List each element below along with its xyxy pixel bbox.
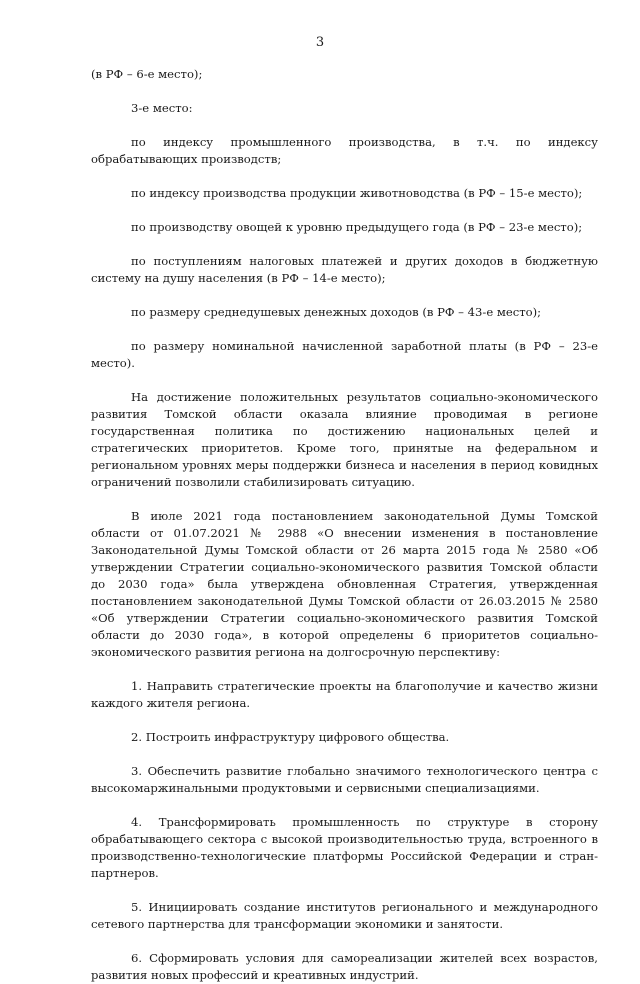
paragraph-third-place-heading: 3-е место:: [131, 101, 193, 115]
document-body: [91, 66, 598, 984]
priority-item-5: 5. Инициировать создание институтов регионального и международного сетевого партнерства для трансформации экономики и занятости.: [91, 900, 598, 931]
paragraph-vegetables: по производству овощей к уровню предыдущего года (в РФ – 23-е место);: [131, 220, 583, 234]
priority-item-1: 1. Направить стратегические проекты на благополучие и качество жизни каждого жителя региона.: [91, 679, 598, 710]
paragraph-continuation: (в РФ – 6-е место);: [91, 67, 203, 81]
paragraph-strategy: В июле 2021 года постановлением законодательной Думы Томской области от 01.07.2021 № 2988 «О внесении изменения в постановление Законодательной Думы Томской области от 26 марта 2015 года № 2580 «Об утверждении Стратегии социально-экономического развития Томской области до 2030 года» была утверждена обновленная Стратегия, утвержденная постановлением законодательной Думы Томской области от 26.03.2015 № 2580 «Об утверждении Стратегии социально-экономического развития Томской области до 2030 года», в которой определены 6 приоритетов социально-экономического развития региона на долгосрочную перспективу:: [91, 509, 598, 659]
page-number: 3: [315, 35, 325, 50]
paragraph-income: по размеру среднедушевых денежных доходов (в РФ – 43-е место);: [131, 305, 542, 319]
priority-item-6: 6. Сформировать условия для самореализации жителей всех возрастов, развития новых профессий и креативных индустрий.: [91, 951, 598, 982]
paragraph-industrial-index: по индексу промышленного производства, в т.ч. по индексу обрабатывающих производств;: [91, 135, 598, 166]
paragraph-wages: по размеру номинальной начисленной заработной платы (в РФ – 23-е место).: [91, 339, 598, 370]
paragraph-tax-revenue: по поступлениям налоговых платежей и других доходов в бюджетную систему на душу населения (в РФ – 14-е место);: [91, 254, 598, 285]
paragraph-livestock-index: по индексу производства продукции животноводства (в РФ – 15-е место);: [131, 186, 583, 200]
paragraph-policy: На достижение положительных результатов социально-экономического развития Томской области оказала влияние проводимая в регионе государственная политика по достижению национальных целей и стратегических приоритетов. Кроме того, принятые на федеральном и региональном уровнях меры поддержки бизнеса и населения в период ковидных ограничений позволили стабилизировать ситуацию.: [91, 390, 598, 489]
priority-item-2: 2. Построить инфраструктуру цифрового общества.: [131, 730, 450, 744]
priority-item-4: 4. Трансформировать промышленность по структуре в сторону обрабатывающего сектора с высокой производительностью труда, встроенного в производственно-технологические платформы Российской Федерации и стран-партнеров.: [91, 815, 598, 880]
priority-item-3: 3. Обеспечить развитие глобально значимого технологического центра с высокомаржинальными продуктовыми и сервисными специализациями.: [91, 764, 598, 795]
